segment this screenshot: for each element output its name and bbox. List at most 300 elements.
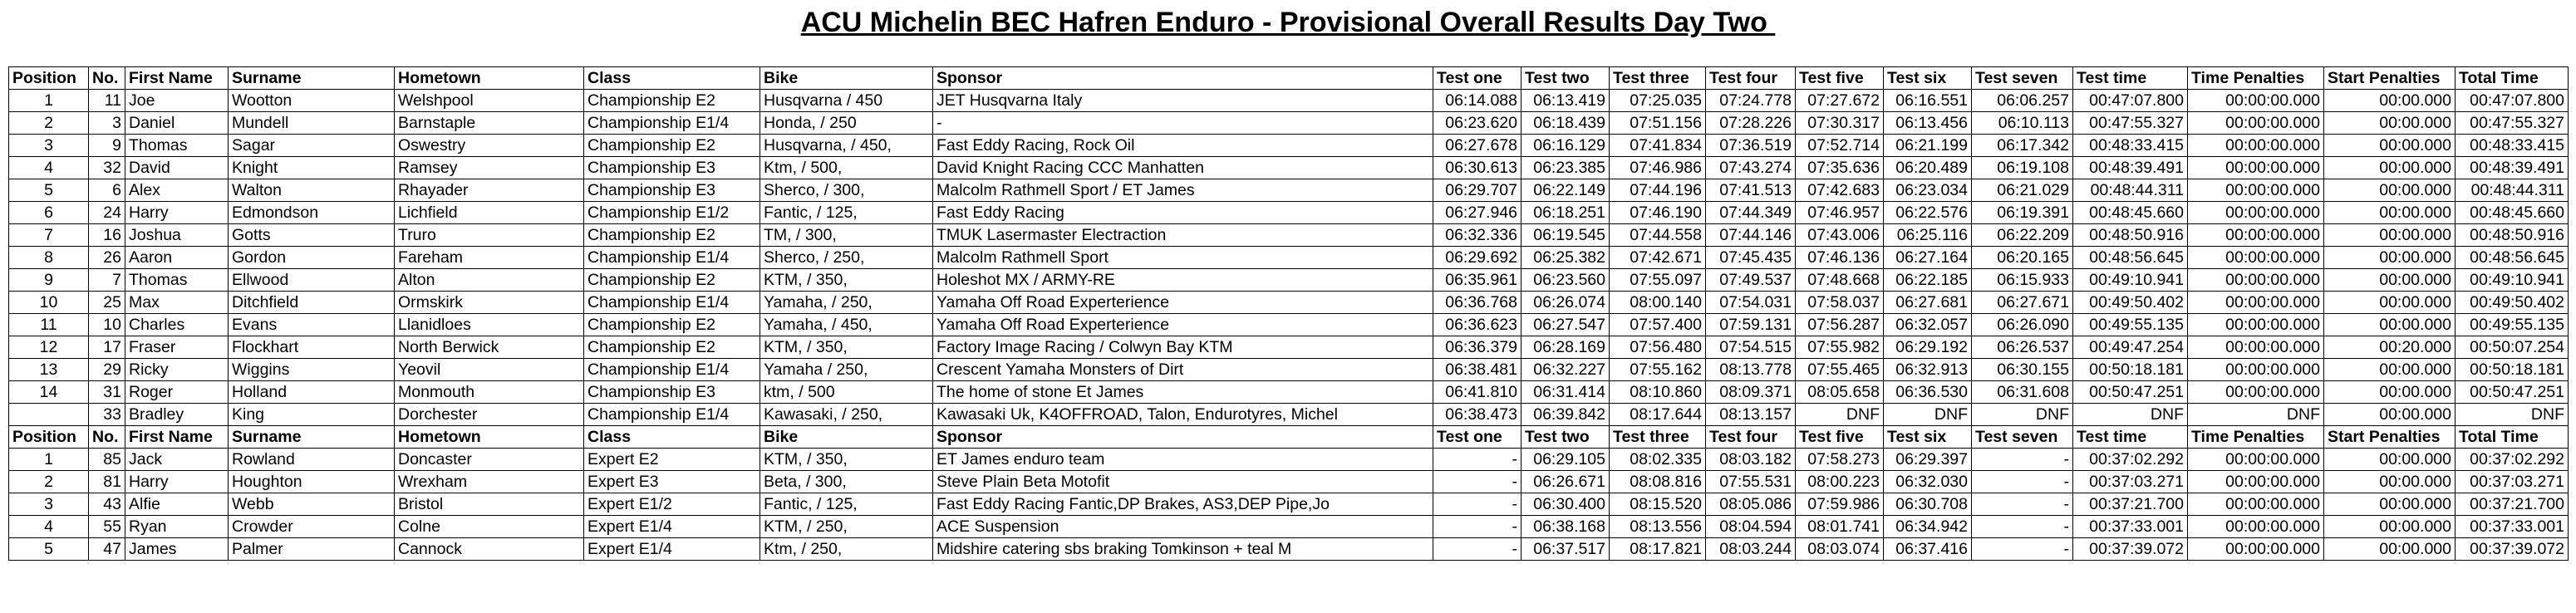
cell-start-penalties: 00:00.000 bbox=[2324, 224, 2456, 247]
cell-test-three: 08:02.335 bbox=[1610, 449, 1706, 471]
cell-hometown: Alton bbox=[395, 269, 584, 292]
cell-class: Expert E1/4 bbox=[584, 538, 760, 561]
cell-bike: KTM, / 250, bbox=[760, 516, 933, 538]
cell-test-four: 08:13.778 bbox=[1706, 359, 1796, 381]
cell-test-six: 06:36.530 bbox=[1884, 381, 1972, 404]
header-test-seven: Test seven bbox=[1972, 67, 2073, 90]
cell-class: Championship E3 bbox=[584, 381, 760, 404]
cell-hometown: Doncaster bbox=[395, 449, 584, 471]
cell-test-six: 06:16.551 bbox=[1884, 90, 1972, 112]
cell-test-five: 07:59.986 bbox=[1796, 493, 1884, 516]
cell-test-one: 06:29.707 bbox=[1433, 179, 1522, 202]
cell-test-six: 06:21.199 bbox=[1884, 135, 1972, 157]
cell-hometown: Wrexham bbox=[395, 471, 584, 493]
cell-test-seven: - bbox=[1972, 471, 2073, 493]
cell-test-four: 07:49.537 bbox=[1706, 269, 1796, 292]
cell-number: 16 bbox=[89, 224, 125, 247]
cell-test-two: 06:13.419 bbox=[1522, 90, 1610, 112]
cell-test-time: 00:47:07.800 bbox=[2073, 90, 2188, 112]
cell-test-two: 06:39.842 bbox=[1522, 404, 1610, 426]
cell-total-time: 00:37:03.271 bbox=[2456, 471, 2569, 493]
cell-surname: Ellwood bbox=[229, 269, 395, 292]
cell-test-five: 08:03.074 bbox=[1796, 538, 1884, 561]
cell-test-seven: 06:19.108 bbox=[1972, 157, 2073, 179]
cell-total-time: 00:47:55.327 bbox=[2456, 112, 2569, 135]
cell-test-seven: 06:19.391 bbox=[1972, 202, 2073, 224]
cell-class: Championship E1/4 bbox=[584, 404, 760, 426]
cell-surname: Mundell bbox=[229, 112, 395, 135]
header-position: Position bbox=[9, 67, 89, 90]
cell-test-two: 06:38.168 bbox=[1522, 516, 1610, 538]
cell-test-time: 00:37:39.072 bbox=[2073, 538, 2188, 561]
cell-test-one: 06:36.768 bbox=[1433, 292, 1522, 314]
cell-first-name: Joe bbox=[125, 90, 229, 112]
cell-test-two: 06:23.385 bbox=[1522, 157, 1610, 179]
cell-test-six: 06:27.164 bbox=[1884, 247, 1972, 269]
cell-total-time: 00:49:50.402 bbox=[2456, 292, 2569, 314]
header-position: Position bbox=[9, 426, 89, 449]
cell-test-three: 08:15.520 bbox=[1610, 493, 1706, 516]
header-test-time: Test time bbox=[2073, 67, 2188, 90]
cell-first-name: Bradley bbox=[125, 404, 229, 426]
cell-sponsor: Kawasaki Uk, K4OFFROAD, Talon, Endurotyres, Michel bbox=[933, 404, 1433, 426]
cell-test-six: 06:29.397 bbox=[1884, 449, 1972, 471]
cell-total-time: 00:37:33.001 bbox=[2456, 516, 2569, 538]
cell-sponsor: Midshire catering sbs braking Tomkinson + teal M bbox=[933, 538, 1433, 561]
cell-start-penalties: 00:00.000 bbox=[2324, 516, 2456, 538]
cell-time-penalties: 00:00:00.000 bbox=[2188, 135, 2324, 157]
cell-number: 10 bbox=[89, 314, 125, 336]
cell-test-seven: 06:21.029 bbox=[1972, 179, 2073, 202]
cell-position: 1 bbox=[9, 90, 89, 112]
cell-time-penalties: 00:00:00.000 bbox=[2188, 516, 2324, 538]
cell-surname: Flockhart bbox=[229, 336, 395, 359]
page-title: ACU Michelin BEC Hafren Enduro - Provisional Overall Results Day Two bbox=[800, 7, 1776, 38]
cell-test-six: 06:27.681 bbox=[1884, 292, 1972, 314]
cell-test-four: 07:55.531 bbox=[1706, 471, 1796, 493]
cell-test-five: 07:55.982 bbox=[1796, 336, 1884, 359]
cell-test-seven: 06:15.933 bbox=[1972, 269, 2073, 292]
cell-number: 3 bbox=[89, 112, 125, 135]
cell-test-three: 08:17.644 bbox=[1610, 404, 1706, 426]
cell-position: 2 bbox=[9, 471, 89, 493]
cell-test-two: 06:37.517 bbox=[1522, 538, 1610, 561]
cell-test-seven: 06:22.209 bbox=[1972, 224, 2073, 247]
cell-sponsor: JET Husqvarna Italy bbox=[933, 90, 1433, 112]
header-sponsor: Sponsor bbox=[933, 426, 1433, 449]
cell-start-penalties: 00:00.000 bbox=[2324, 112, 2456, 135]
cell-test-seven: 06:27.671 bbox=[1972, 292, 2073, 314]
cell-test-two: 06:19.545 bbox=[1522, 224, 1610, 247]
cell-sponsor: Steve Plain Beta Motofit bbox=[933, 471, 1433, 493]
header-class: Class bbox=[584, 67, 760, 90]
cell-first-name: Thomas bbox=[125, 135, 229, 157]
cell-class: Expert E2 bbox=[584, 449, 760, 471]
cell-class: Championship E1/4 bbox=[584, 112, 760, 135]
cell-surname: Knight bbox=[229, 157, 395, 179]
cell-position bbox=[9, 404, 89, 426]
cell-hometown: Monmouth bbox=[395, 381, 584, 404]
cell-bike: Sherco, / 250, bbox=[760, 247, 933, 269]
table-row bbox=[9, 404, 2569, 426]
header-test-two: Test two bbox=[1522, 67, 1610, 90]
cell-number: 26 bbox=[89, 247, 125, 269]
cell-hometown: Dorchester bbox=[395, 404, 584, 426]
cell-hometown: Truro bbox=[395, 224, 584, 247]
cell-position: 3 bbox=[9, 135, 89, 157]
cell-test-time: 00:48:44.311 bbox=[2073, 179, 2188, 202]
cell-time-penalties: 00:00:00.000 bbox=[2188, 224, 2324, 247]
cell-test-one: 06:36.623 bbox=[1433, 314, 1522, 336]
cell-first-name: Jack bbox=[125, 449, 229, 471]
cell-sponsor: Yamaha Off Road Experterience bbox=[933, 292, 1433, 314]
cell-start-penalties: 00:00.000 bbox=[2324, 493, 2456, 516]
cell-test-six: 06:22.576 bbox=[1884, 202, 1972, 224]
cell-class: Championship E1/4 bbox=[584, 292, 760, 314]
cell-test-three: 08:08.816 bbox=[1610, 471, 1706, 493]
cell-start-penalties: 00:00.000 bbox=[2324, 381, 2456, 404]
cell-position: 12 bbox=[9, 336, 89, 359]
header-test-two: Test two bbox=[1522, 426, 1610, 449]
cell-test-four: 07:44.146 bbox=[1706, 224, 1796, 247]
cell-test-three: 07:51.156 bbox=[1610, 112, 1706, 135]
table-row bbox=[9, 449, 2569, 471]
cell-position: 4 bbox=[9, 516, 89, 538]
cell-test-seven: - bbox=[1972, 493, 2073, 516]
cell-surname: Sagar bbox=[229, 135, 395, 157]
cell-test-three: 08:17.821 bbox=[1610, 538, 1706, 561]
cell-bike: Fantic, / 125, bbox=[760, 202, 933, 224]
cell-test-five: 07:46.136 bbox=[1796, 247, 1884, 269]
header-time-penalties: Time Penalties bbox=[2188, 67, 2324, 90]
cell-surname: Wootton bbox=[229, 90, 395, 112]
cell-sponsor: Fast Eddy Racing, Rock Oil bbox=[933, 135, 1433, 157]
cell-test-time: 00:48:50.916 bbox=[2073, 224, 2188, 247]
cell-hometown: Lichfield bbox=[395, 202, 584, 224]
table-row bbox=[9, 314, 2569, 336]
cell-time-penalties: DNF bbox=[2188, 404, 2324, 426]
cell-test-six: 06:29.192 bbox=[1884, 336, 1972, 359]
header-surname: Surname bbox=[229, 426, 395, 449]
cell-total-time: 00:48:56.645 bbox=[2456, 247, 2569, 269]
cell-surname: Gordon bbox=[229, 247, 395, 269]
cell-sponsor: ACE Suspension bbox=[933, 516, 1433, 538]
cell-test-five: 07:30.317 bbox=[1796, 112, 1884, 135]
cell-test-time: 00:49:55.135 bbox=[2073, 314, 2188, 336]
cell-first-name: Fraser bbox=[125, 336, 229, 359]
cell-position: 5 bbox=[9, 179, 89, 202]
cell-test-one: 06:29.692 bbox=[1433, 247, 1522, 269]
cell-test-one: - bbox=[1433, 493, 1522, 516]
cell-test-time: DNF bbox=[2073, 404, 2188, 426]
cell-test-time: 00:50:47.251 bbox=[2073, 381, 2188, 404]
cell-class: Expert E3 bbox=[584, 471, 760, 493]
cell-total-time: 00:37:02.292 bbox=[2456, 449, 2569, 471]
cell-test-four: 07:44.349 bbox=[1706, 202, 1796, 224]
header-surname: Surname bbox=[229, 67, 395, 90]
cell-first-name: Harry bbox=[125, 202, 229, 224]
table-row bbox=[9, 202, 2569, 224]
cell-start-penalties: 00:20.000 bbox=[2324, 336, 2456, 359]
cell-test-seven: 06:26.537 bbox=[1972, 336, 2073, 359]
cell-test-six: 06:20.489 bbox=[1884, 157, 1972, 179]
cell-hometown: Welshpool bbox=[395, 90, 584, 112]
cell-class: Championship E2 bbox=[584, 336, 760, 359]
cell-test-two: 06:25.382 bbox=[1522, 247, 1610, 269]
cell-test-five: DNF bbox=[1796, 404, 1884, 426]
cell-test-five: 07:46.957 bbox=[1796, 202, 1884, 224]
table-row bbox=[9, 516, 2569, 538]
cell-bike: Beta, / 300, bbox=[760, 471, 933, 493]
cell-hometown: Fareham bbox=[395, 247, 584, 269]
header-test-three: Test three bbox=[1610, 426, 1706, 449]
header-test-four: Test four bbox=[1706, 67, 1796, 90]
cell-test-seven: - bbox=[1972, 538, 2073, 561]
cell-class: Championship E3 bbox=[584, 157, 760, 179]
cell-test-time: 00:37:02.292 bbox=[2073, 449, 2188, 471]
cell-test-four: 08:05.086 bbox=[1706, 493, 1796, 516]
cell-number: 31 bbox=[89, 381, 125, 404]
cell-test-two: 06:26.074 bbox=[1522, 292, 1610, 314]
cell-test-two: 06:29.105 bbox=[1522, 449, 1610, 471]
cell-start-penalties: 00:00.000 bbox=[2324, 157, 2456, 179]
cell-hometown: Colne bbox=[395, 516, 584, 538]
cell-test-four: 07:28.226 bbox=[1706, 112, 1796, 135]
cell-number: 24 bbox=[89, 202, 125, 224]
header-test-six: Test six bbox=[1884, 426, 1972, 449]
cell-test-three: 08:00.140 bbox=[1610, 292, 1706, 314]
cell-total-time: 00:50:47.251 bbox=[2456, 381, 2569, 404]
cell-number: 11 bbox=[89, 90, 125, 112]
cell-test-three: 07:44.558 bbox=[1610, 224, 1706, 247]
cell-bike: Yamaha, / 250, bbox=[760, 292, 933, 314]
cell-surname: Webb bbox=[229, 493, 395, 516]
cell-test-two: 06:28.169 bbox=[1522, 336, 1610, 359]
cell-test-one: 06:38.481 bbox=[1433, 359, 1522, 381]
cell-number: 7 bbox=[89, 269, 125, 292]
cell-test-seven: 06:17.342 bbox=[1972, 135, 2073, 157]
cell-number: 85 bbox=[89, 449, 125, 471]
cell-test-three: 07:46.190 bbox=[1610, 202, 1706, 224]
cell-test-three: 07:42.671 bbox=[1610, 247, 1706, 269]
cell-test-time: 00:48:56.645 bbox=[2073, 247, 2188, 269]
cell-test-two: 06:32.227 bbox=[1522, 359, 1610, 381]
cell-first-name: Thomas bbox=[125, 269, 229, 292]
cell-bike: Ktm, / 500, bbox=[760, 157, 933, 179]
cell-time-penalties: 00:00:00.000 bbox=[2188, 202, 2324, 224]
cell-first-name: Charles bbox=[125, 314, 229, 336]
header-test-five: Test five bbox=[1796, 426, 1884, 449]
cell-test-time: 00:50:18.181 bbox=[2073, 359, 2188, 381]
cell-test-five: 07:58.037 bbox=[1796, 292, 1884, 314]
cell-total-time: 00:37:21.700 bbox=[2456, 493, 2569, 516]
table-row bbox=[9, 336, 2569, 359]
table-row bbox=[9, 493, 2569, 516]
cell-test-seven: - bbox=[1972, 516, 2073, 538]
header-total-time: Total Time bbox=[2456, 67, 2569, 90]
cell-test-four: 07:45.435 bbox=[1706, 247, 1796, 269]
cell-time-penalties: 00:00:00.000 bbox=[2188, 336, 2324, 359]
cell-test-six: 06:32.030 bbox=[1884, 471, 1972, 493]
cell-test-seven: 06:10.113 bbox=[1972, 112, 2073, 135]
header-first-name: First Name bbox=[125, 426, 229, 449]
table-row bbox=[9, 112, 2569, 135]
cell-total-time: 00:48:39.491 bbox=[2456, 157, 2569, 179]
cell-start-penalties: 00:00.000 bbox=[2324, 135, 2456, 157]
table-row bbox=[9, 471, 2569, 493]
header-total-time: Total Time bbox=[2456, 426, 2569, 449]
header-test-four: Test four bbox=[1706, 426, 1796, 449]
cell-position: 8 bbox=[9, 247, 89, 269]
cell-test-time: 00:48:33.415 bbox=[2073, 135, 2188, 157]
cell-number: 29 bbox=[89, 359, 125, 381]
cell-test-time: 00:49:50.402 bbox=[2073, 292, 2188, 314]
cell-test-six: 06:34.942 bbox=[1884, 516, 1972, 538]
cell-class: Championship E2 bbox=[584, 314, 760, 336]
cell-position: 1 bbox=[9, 449, 89, 471]
cell-class: Expert E1/4 bbox=[584, 516, 760, 538]
header-test-one: Test one bbox=[1433, 426, 1522, 449]
cell-test-three: 07:41.834 bbox=[1610, 135, 1706, 157]
cell-test-two: 06:23.560 bbox=[1522, 269, 1610, 292]
cell-test-five: 08:05.658 bbox=[1796, 381, 1884, 404]
table-row bbox=[9, 359, 2569, 381]
cell-total-time: 00:48:45.660 bbox=[2456, 202, 2569, 224]
cell-bike: KTM, / 350, bbox=[760, 449, 933, 471]
cell-class: Championship E2 bbox=[584, 135, 760, 157]
cell-test-time: 00:49:47.254 bbox=[2073, 336, 2188, 359]
cell-test-six: 06:32.057 bbox=[1884, 314, 1972, 336]
header-hometown: Hometown bbox=[395, 67, 584, 90]
cell-test-three: 07:44.196 bbox=[1610, 179, 1706, 202]
header-bike: Bike bbox=[760, 426, 933, 449]
table-row bbox=[9, 247, 2569, 269]
cell-test-six: 06:23.034 bbox=[1884, 179, 1972, 202]
cell-test-seven: DNF bbox=[1972, 404, 2073, 426]
cell-test-seven: 06:06.257 bbox=[1972, 90, 2073, 112]
cell-class: Championship E1/4 bbox=[584, 247, 760, 269]
cell-test-two: 06:27.547 bbox=[1522, 314, 1610, 336]
cell-test-one: 06:35.961 bbox=[1433, 269, 1522, 292]
cell-sponsor: Fast Eddy Racing bbox=[933, 202, 1433, 224]
cell-test-one: - bbox=[1433, 516, 1522, 538]
cell-test-one: - bbox=[1433, 449, 1522, 471]
cell-start-penalties: 00:00.000 bbox=[2324, 292, 2456, 314]
table-row bbox=[9, 292, 2569, 314]
cell-test-four: 07:41.513 bbox=[1706, 179, 1796, 202]
cell-class: Championship E2 bbox=[584, 90, 760, 112]
cell-bike: Ktm, / 250, bbox=[760, 538, 933, 561]
cell-test-two: 06:18.251 bbox=[1522, 202, 1610, 224]
cell-test-six: DNF bbox=[1884, 404, 1972, 426]
cell-test-three: 07:57.400 bbox=[1610, 314, 1706, 336]
cell-total-time: 00:49:55.135 bbox=[2456, 314, 2569, 336]
header-start-penalties: Start Penalties bbox=[2324, 426, 2456, 449]
cell-start-penalties: 00:00.000 bbox=[2324, 314, 2456, 336]
cell-bike: TM, / 300, bbox=[760, 224, 933, 247]
cell-first-name: Harry bbox=[125, 471, 229, 493]
cell-hometown: North Berwick bbox=[395, 336, 584, 359]
cell-first-name: Daniel bbox=[125, 112, 229, 135]
cell-sponsor: Malcolm Rathmell Sport / ET James bbox=[933, 179, 1433, 202]
cell-position: 2 bbox=[9, 112, 89, 135]
table-row bbox=[9, 179, 2569, 202]
cell-test-five: 08:01.741 bbox=[1796, 516, 1884, 538]
cell-test-one: 06:38.473 bbox=[1433, 404, 1522, 426]
cell-position: 9 bbox=[9, 269, 89, 292]
cell-test-four: 08:04.594 bbox=[1706, 516, 1796, 538]
cell-position: 6 bbox=[9, 202, 89, 224]
cell-class: Championship E2 bbox=[584, 269, 760, 292]
cell-start-penalties: 00:00.000 bbox=[2324, 247, 2456, 269]
cell-test-three: 07:55.097 bbox=[1610, 269, 1706, 292]
cell-surname: Evans bbox=[229, 314, 395, 336]
table-row bbox=[9, 157, 2569, 179]
cell-test-five: 07:43.006 bbox=[1796, 224, 1884, 247]
cell-surname: King bbox=[229, 404, 395, 426]
table-header-row bbox=[9, 426, 2569, 449]
cell-time-penalties: 00:00:00.000 bbox=[2188, 112, 2324, 135]
cell-time-penalties: 00:00:00.000 bbox=[2188, 538, 2324, 561]
cell-first-name: Joshua bbox=[125, 224, 229, 247]
cell-total-time: 00:48:33.415 bbox=[2456, 135, 2569, 157]
header-sponsor: Sponsor bbox=[933, 67, 1433, 90]
cell-position: 7 bbox=[9, 224, 89, 247]
cell-test-four: 07:54.031 bbox=[1706, 292, 1796, 314]
cell-sponsor: David Knight Racing CCC Manhatten bbox=[933, 157, 1433, 179]
header-first-name: First Name bbox=[125, 67, 229, 90]
cell-surname: Wiggins bbox=[229, 359, 395, 381]
cell-test-four: 07:24.778 bbox=[1706, 90, 1796, 112]
cell-bike: Sherco, / 300, bbox=[760, 179, 933, 202]
cell-test-six: 06:32.913 bbox=[1884, 359, 1972, 381]
cell-test-five: 07:55.465 bbox=[1796, 359, 1884, 381]
cell-test-three: 07:25.035 bbox=[1610, 90, 1706, 112]
cell-test-seven: 06:20.165 bbox=[1972, 247, 2073, 269]
cell-hometown: Cannock bbox=[395, 538, 584, 561]
cell-surname: Palmer bbox=[229, 538, 395, 561]
cell-start-penalties: 00:00.000 bbox=[2324, 269, 2456, 292]
cell-surname: Walton bbox=[229, 179, 395, 202]
cell-test-two: 06:31.414 bbox=[1522, 381, 1610, 404]
cell-bike: Kawasaki, / 250, bbox=[760, 404, 933, 426]
cell-sponsor: Fast Eddy Racing Fantic,DP Brakes, AS3,DEP Pipe,Jo bbox=[933, 493, 1433, 516]
cell-first-name: Ricky bbox=[125, 359, 229, 381]
cell-time-penalties: 00:00:00.000 bbox=[2188, 359, 2324, 381]
cell-surname: Holland bbox=[229, 381, 395, 404]
cell-test-four: 07:59.131 bbox=[1706, 314, 1796, 336]
cell-sponsor: TMUK Lasermaster Electraction bbox=[933, 224, 1433, 247]
header-number: No. bbox=[89, 67, 125, 90]
cell-hometown: Rhayader bbox=[395, 179, 584, 202]
cell-total-time: DNF bbox=[2456, 404, 2569, 426]
cell-test-three: 07:46.986 bbox=[1610, 157, 1706, 179]
header-class: Class bbox=[584, 426, 760, 449]
cell-sponsor: Malcolm Rathmell Sport bbox=[933, 247, 1433, 269]
cell-test-one: 06:36.379 bbox=[1433, 336, 1522, 359]
cell-bike: ktm, / 500 bbox=[760, 381, 933, 404]
cell-test-two: 06:16.129 bbox=[1522, 135, 1610, 157]
cell-first-name: Aaron bbox=[125, 247, 229, 269]
cell-test-five: 07:58.273 bbox=[1796, 449, 1884, 471]
cell-test-one: 06:32.336 bbox=[1433, 224, 1522, 247]
cell-test-one: 06:27.678 bbox=[1433, 135, 1522, 157]
cell-sponsor: Holeshot MX / ARMY-RE bbox=[933, 269, 1433, 292]
cell-number: 32 bbox=[89, 157, 125, 179]
cell-test-seven: - bbox=[1972, 449, 2073, 471]
header-time-penalties: Time Penalties bbox=[2188, 426, 2324, 449]
cell-test-six: 06:13.456 bbox=[1884, 112, 1972, 135]
